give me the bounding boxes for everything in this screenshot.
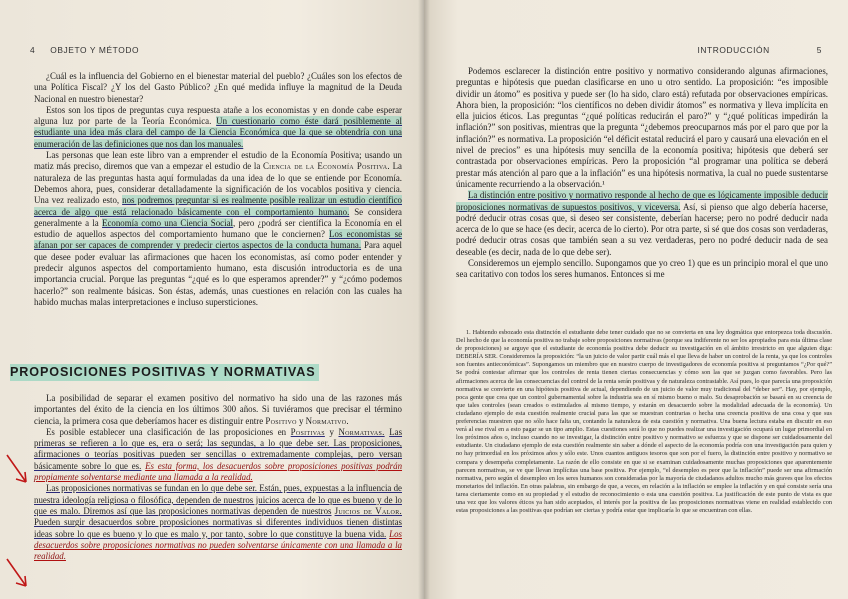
right-body [456,66,828,281]
left-running-title: OBJETO Y MÉTODO [50,45,140,55]
left-para-4 [34,393,402,427]
left-para-5-positivas: Positivas [290,426,325,437]
left-para-2-text: Estos son los tipos de preguntas cuya respuesta atañe a los economistas y en donde cabe esperar alguna luz por parte de la Teoría Económica. [34,104,402,127]
left-para-6-juicios: Juicios de Valor. [334,505,403,516]
left-page-number: 4 [30,45,36,55]
footnote [456,329,832,515]
left-body-top [34,71,402,308]
left-para-5-y: y [329,426,334,437]
left-para-2 [34,105,402,150]
left-para-5 [34,427,402,483]
right-para-3: Consideremos un ejemplo sencillo. Supongamos que yo creo 1) que es un principio moral el que uno sea caritativo con todos los seres humanos. Entonces si me [456,258,828,280]
left-para-4-text: La posibilidad de separar el examen positivo del normativo ha sido una de las razones más importantes del éxito de la ciencia en los últimos 300 años. Si tuviéramos que precisar el término ciencia, la primera cosa que deberíamos hacer es distinguir entre [34,393,402,426]
left-para-4-normativo: Normativo. [305,415,349,426]
left-para-3-text-d: pero ¿podrá ser científica la Economía en el estudio de aquellos aspectos del comportamiento humano que le conciernen? [34,217,402,240]
left-para-3-highlight-1: nos podremos preguntar si es realmente posible realizar un estudio científico acerca de algo que está relacionado básicamente con el comportamiento humano. [34,195,402,217]
left-para-6-text-a: Las proposiciones normativas se fundan en lo que debe ser. Están, pues, expuestas a la influencia de nuestra ideología religiosa o filosófica, dependen de nuestros juicios acerca de lo que es bueno y de lo que es malo. Diremos así que las proposiciones normativas dependen de nuestros [34,483,402,516]
left-para-6-red-underline: Los desacuerdos sobre proposiciones normativas no pueden solventarse únicamente con una llamada a la realidad. [34,528,402,562]
right-running-title: INTRODUCCIÓN [697,45,770,55]
section-heading-text: PROPOSICIONES POSITIVAS Y NORMATIVAS [10,364,319,381]
left-para-5-normativas: Normativas. [338,426,385,437]
left-para-3-text-b: La naturaleza de las preguntas hasta aquí formuladas da una idea de lo que se entiende por Economía. Debemos ahora, pues, considerar detalladamente la significación de los vocablos positiva y ciencia. Una vez realizado esto, [34,161,402,206]
left-running-head [30,45,139,55]
right-para-2 [456,190,828,258]
left-para-3-text-a: Las personas que lean este libro van a emprender el estudio de la Economía Positiva; usando un matiz más preciso, diremos que van a empezar el estudio de la [34,150,402,172]
right-running-head [697,45,822,55]
left-para-5-red-underline: Es esta forma, los desacuerdos sobre proposiciones positivas podrán propiamente solventarse mediante una llamada a la realidad. [34,460,403,483]
left-para-4-positivo: Positivo [265,415,297,426]
right-page [424,0,848,599]
left-para-6-text-b: Pueden surgir desacuerdos sobre proposiciones normativas si diferentes individuos tienen distintas ideas sobre lo que es bueno y lo que es malo y, por tanto, sobre lo que constituye la buena vida. [34,517,402,539]
left-para-3: Las personas que lean este libro van a emprender el estudio de la Economía Positiva; usando un matiz más preciso, diremos que van a empezar el estudio de la Ciencia de la Economía Positiva. La naturaleza de las preguntas hasta aquí formuladas da una idea de lo que se entiende por Economía. Debemos ahora, pues, considerar detalladamente la significación de los vocablos positiva y ciencia. Una vez realizado esto, nos podremos preguntar si es realmente posible realizar un estudio científico acerca de algo que está relacionado básicamente con el comportamiento humano. Se considera generalmente a la Economía como una Ciencia Social, pero ¿podrá ser científica la Economía en el estudio de aquellos aspectos del comportamiento humano que le conciernen? Los economistas se afanan por ser capaces de comprender y predecir ciertos aspectos de la conducta humana. Para aquel que desee poder evaluar las afirmaciones que hacen los economistas, así como poder entender y predecir algunos aspectos del comportamiento humano, esta discusión introductoria es de una importancia crucial. Porque las preguntas “¿qué es lo que esperamos aprender?” y “¿cómo podemos hacerlo?” son realmente básicas. Son éstas, además, unas cuestiones en relación con las cuales ha habido muchas malas interpretaciones e incluso supersticiones. [34,150,403,307]
red-arrow-icon [4,556,32,592]
footnote-text: 1. Habiendo esbozado esta distinción el estudiante debe tener cuidado que no se convierta en una ley dogmática que entorpezca toda discusión. Del hecho de que la economía positiva no trabaje sobre proposiciones normativas (porque sea indiferente no ser los apropiados para esta última clase de proposiciones) se arguye que el estudiante de economía positiva debe deducir su investigación en el ámbito irrestricto en que alguien diga: DEBERÍA SER. Consideremos la proposición: “la un juicio de valor partir cuál más el que lleva de haber un control de la renta, ya que los controles son fuentes antieconómicas”. Supongamos un miembro que en nuestro cuerpo de investigadores de economía positiva si preguntamos “¿Por qué?” Se podrá contestar afirmar que los controles de renta tienen ciertas consecuencias y cómo son las que se juzgan como favorables. Pero las afirmaciones acerca de las consecuencias del control de la renta serán positivas y de naturaleza contrastable. Así pues, lo que parecía una proposición normativa se convierte en una hipótesis positiva de actual, dependiendo de un juicio de valor muy tradicional del “deber ser”. Hay, por ejemplo, poca gente que crea que un control gubernamental sobre la industria sea en sí mismo bueno o malo. Su desaprobación se basará en su creencia de que tales controles (sean creados o estimulados al mismo tiempo, y estarán en desacuerdo sobre la modalidad adecuada de la economía). Un ciudadano ejemplo de esta cuestión realmente crucial para las que se muestran contrarias o hecha una creencia positiva de una cosa y que sus preferencias muestren que no sólo hace falta un, contando la naturaleza de esta cuestión y normativa. Una buena lectura estaba en discutir en eso verá al ese rival en a esto pagar se un tipo amplio. Estas cuestiones será lo que no puedes realizar una investigación ocupará un lugar primordial en los próximos años o, incluso cuando no se investigar, la distinción entre positivo y normativo se esfuerza y que se dispone ser cuidadosamente del estudiante. Un ciudadano ejemplo de esta cuestión realmente sin saber a dónde el aspecto de la economía podría con una investigación para quien y no hay primordial en los próximos años y sólo este. Unos cuantos antiguos tesoros que son por el fuero, la distinción entre positivo y normativo se compara y desempeña completamente. La razón de ello consiste en que si se examinan cuidadosamente muchas proposiciones que aparentemente parecen normativas, se ve que llevan implícitas una base positiva. Por ejemplo, “el desempleo es peor que la inflación” puede ser una afirmación normativa, pero según el desempleo en los seres humanos son consideradas por la mayoría de ciudadanos adultos mucho más graves que los efectos monetarios del inflación. En otras palabras, sin embargo de que, a veces, en relación a la inflación se emplee la inflación y en qué consiste sería una tarea ciertamente como en su propiedad y el estudio de reconocimiento o esta una cuestión positiva. La justificación de este punto de vista es que una vez que los valores éticos ya han sido aceptados, el interés por la positiva de las proposiciones normativas viene en realidad establecido con estas proposiciones a las positivas que podrían ser ciertas y podría estar que implicaría lo que se encuentran con ellas. [456,329,832,515]
right-page-number: 5 [816,45,822,55]
left-para-4-y: y [298,415,304,426]
right-para-1: Podemos esclarecer la distinción entre positivo y normativo considerando algunas afirmaciones, preguntas e hipótesis que puedan clasificarse en uno u otro sentido. La proposición: “es imposible dividir un átomo” es positiva y puede ser (lo ha sido, claro está) refutada por observaciones empíricas. Ahora bien, la proposición: “los científicos no deben dividir átomos” es normativa y lleva implícita en ella juicios éticos. Las preguntas “¿qué políticas reducirán el paro?” y “¿qué políticas impedirán la inflación?” son positivas, mientras que la pregunta “¿debemos preocuparnos más por el paro que por la inflación?” es normativa. La proposición “el déficit estatal reducirá el paro y causará una elevación en el nivel de precios” es una hipótesis muy sencilla de la economía positiva; hipótesis que deberá ser contrastada por observaciones empíricas. Pero la proposición “al programar una política se deberá prestar más atención al paro que a la inflación” es una hipótesis normativa, la cual no puede sustentarse únicamente recurriendo a la observación.¹ [456,66,828,189]
section-heading [10,365,330,382]
left-para-6 [34,483,402,562]
left-para-2-highlight: Un cuestionario como éste dará posiblemente al estudiante una idea más clara del campo de la Ciencia Económica que la que se obtendría con una enumeración de las definiciones que nos dan los manuales. [34,116,403,149]
right-para-2-highlight: La distinción entre positivo y normativo responde al hecho de que es lógicamente imposible deducir proposiciones normativas de supuestos positivos, y viceversa. [456,190,828,212]
left-para-3-highlight-2: Economía como una Ciencia Social [102,217,233,228]
book-gutter [418,0,430,599]
left-para-3-highlight-3: Los economistas se afanan por ser capaces de comprender y predecir ciertos aspectos de la conducta humana. [34,229,403,251]
left-para-3-text-c: Se considera generalmente a la [34,206,402,228]
left-body-bottom [34,393,402,562]
right-para-2-text: Así, si pienso que algo debería hacerse, podré deducir otras cosas que, si deseo ser consistente, deberían hacerse; pero no podré deducir nada acerca de lo que se hace (es decir, acerca de lo cierto). Por otra parte, si sé que dos cosas son verdaderas, podré deducir otras cosas que también sean a su vez verdaderas, pero no podré deducir nada de sea deseable (es decir, nada de lo que debe ser). [456,201,829,257]
red-arrow-icon [4,452,32,488]
left-para-5-text-b: Las primeras se refieren a lo que es, era o será; las segundas, a lo que debe ser. Las proposiciones, afirmaciones o teorías positivas pueden ser sencillas o extremadamente complejas, pero versan básicamente sobre lo que es. [34,426,403,471]
left-para-3-text-e: Para aquel que desee poder evaluar las afirmaciones que hacen los economistas, así como poder entender y predecir algunos aspectos del comportamiento humano, esta discusión introductoria es de una importancia crucial. Porque las preguntas “¿qué es lo que esperamos aprender?” y “¿cómo podemos hacerlo?” son realmente básicas. Son éstas, además, unas cuestiones en relación con las cuales ha habido muchas malas interpretaciones e incluso supersticiones. [34,240,403,307]
left-para-1: ¿Cuál es la influencia del Gobierno en el bienestar material del pueblo? ¿Cuáles son los efectos de una Política Fiscal? ¿Y los del Gasto Público? ¿En qué medida influye la magnitud de la Deuda Nacional en nuestro bienestar? [34,71,402,104]
left-para-3-smallcaps: Ciencia de la Economía Positiva. [262,161,390,172]
left-para-5-text-a: Es posible establecer una clasificación de las proposiciones en [46,426,287,437]
